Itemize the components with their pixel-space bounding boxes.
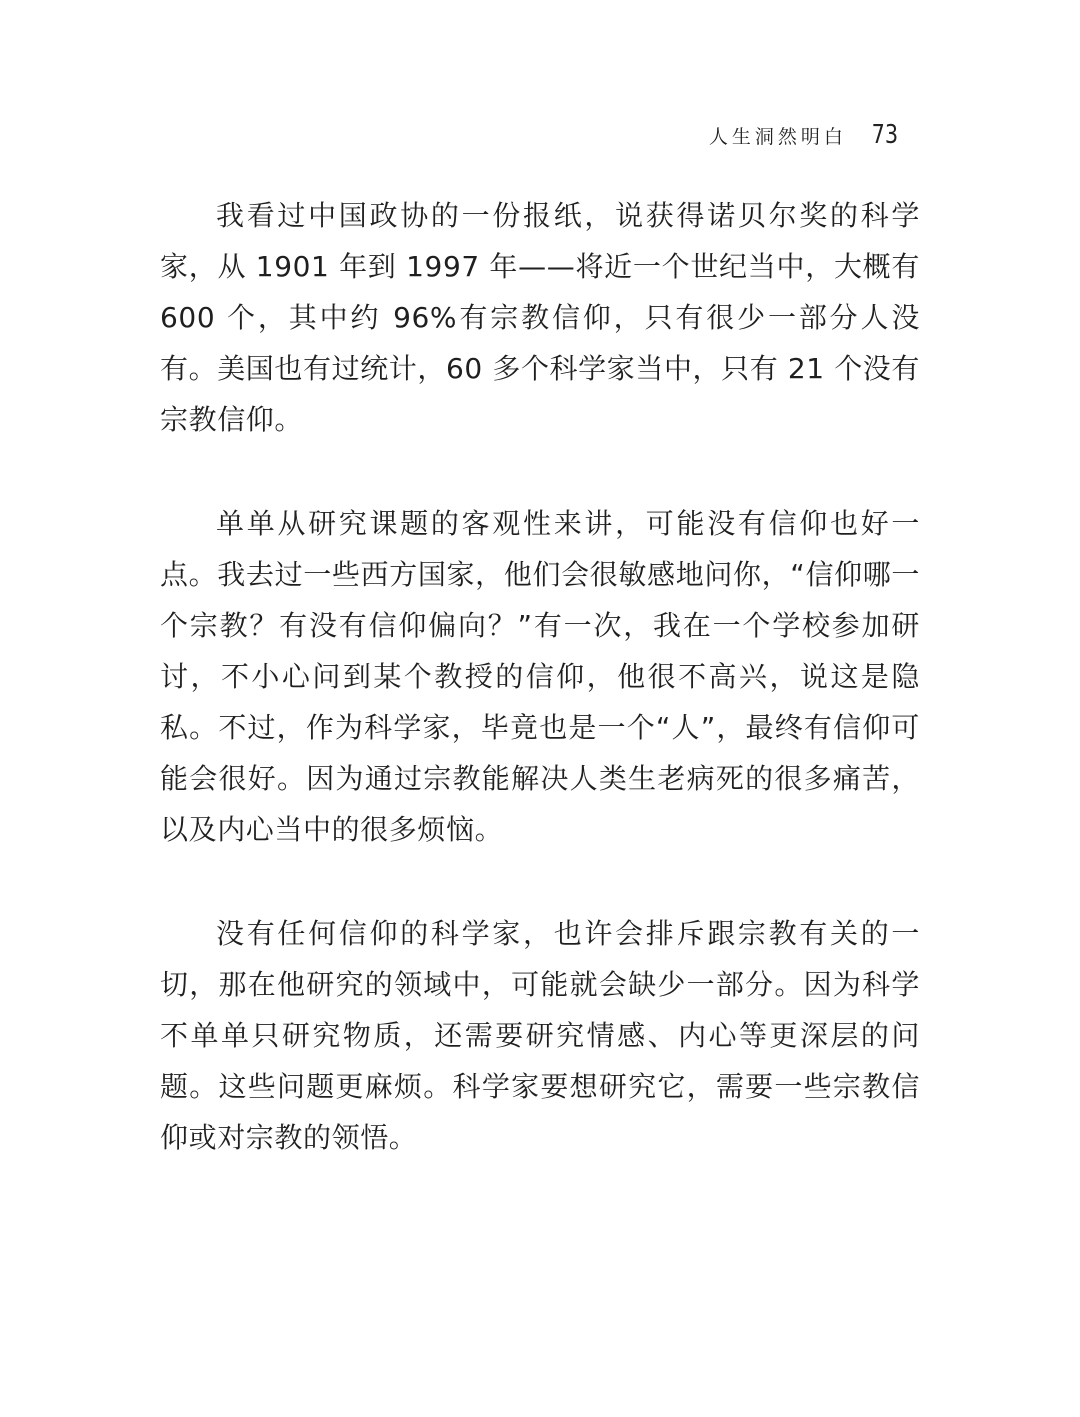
paragraph-1: 我看过中国政协的一份报纸，说获得诺贝尔奖的科学家，从 1901 年到 1997 年——将近一个世纪当中，大概有 600 个，其中约 96%有宗教信仰，只有很少一部分人没有。美国也有过统计，60 多个科学家当中，只有 21 个没有宗教信仰。	[160, 199, 920, 436]
page-number: 73	[871, 120, 898, 150]
running-title: 人生洞然明白	[708, 126, 847, 148]
paragraph-3: 没有任何信仰的科学家，也许会排斥跟宗教有关的一切，那在他研究的领域中，可能就会缺少一部分。因为科学不单单只研究物质，还需要研究情感、内心等更深层的问题。这些问题更麻烦。科学家要想研究它，需要一些宗教信仰或对宗教的领悟。	[160, 917, 920, 1154]
paragraph-2: 单单从研究课题的客观性来讲，可能没有信仰也好一点。我去过一些西方国家，他们会很敏感地问你，“信仰哪一个宗教？有没有信仰偏向？”有一次，我在一个学校参加研讨，不小心问到某个教授的信仰，他很不高兴，说这是隐私。不过，作为科学家，毕竟也是一个“人”，最终有信仰可能会很好。因为通过宗教能解决人类生老病死的很多痛苦，以及内心当中的很多烦恼。	[160, 507, 920, 846]
body-text	[160, 190, 920, 1216]
running-header	[709, 120, 898, 150]
